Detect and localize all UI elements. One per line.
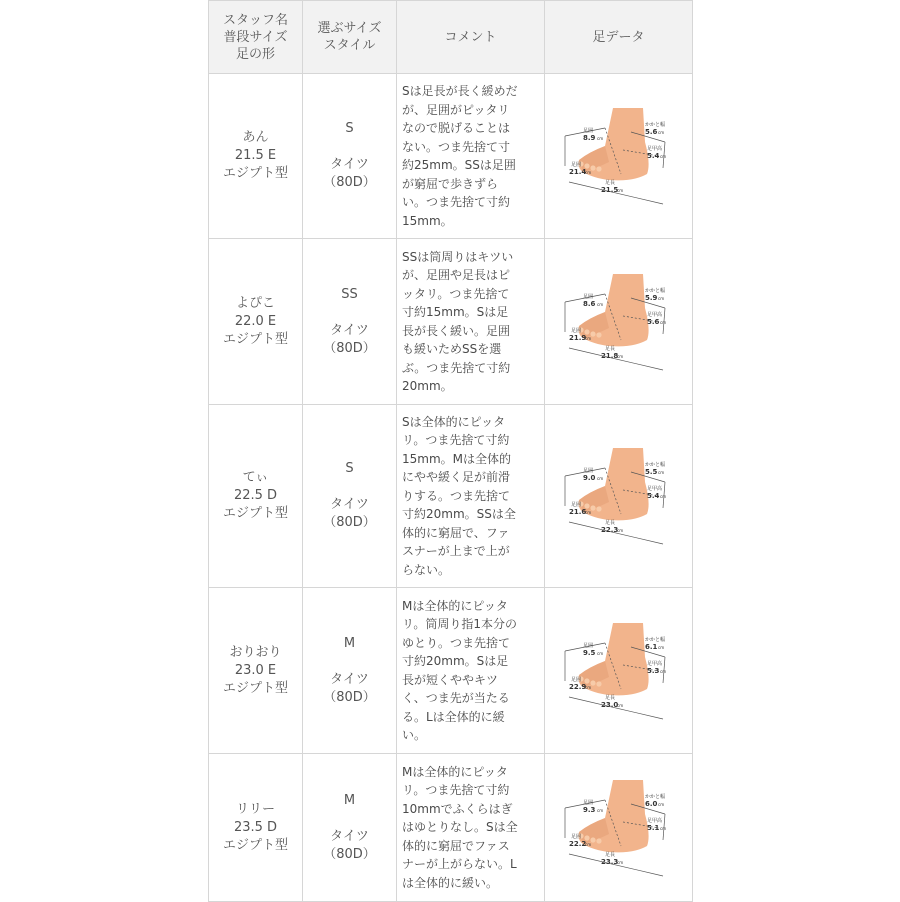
table-row — [209, 588, 693, 754]
instep-value: 8.9 — [582, 134, 595, 142]
staff-name: あん — [242, 130, 269, 145]
unit-label: cm — [659, 825, 666, 831]
foot-shape: エジプト型 — [222, 166, 288, 181]
arch-label: 足甲高 — [646, 817, 662, 824]
arch-label: 足甲高 — [646, 660, 662, 667]
unit-label: cm — [596, 650, 603, 656]
size-cell — [303, 405, 397, 588]
comment-line: リ。筒周り指1本分の — [402, 617, 518, 631]
unit-label: cm — [657, 130, 664, 135]
foot-diagram — [563, 617, 675, 725]
chosen-size: M — [343, 635, 356, 651]
style-name: タイツ — [330, 497, 369, 512]
comment-cell — [397, 754, 545, 902]
comment-line: Sは足長が長く緩めだ — [402, 84, 518, 98]
comment-line: 長が長く緩い。足囲 — [402, 323, 511, 338]
comment-line: リ。つま先捨て寸約 — [402, 783, 510, 798]
staff-name: てぃ — [242, 470, 269, 485]
girth-label: 足囲 — [570, 502, 581, 508]
chosen-size: SS — [341, 286, 358, 302]
table-row — [209, 754, 693, 902]
comment-line: ゆとり。つま先捨て — [402, 635, 511, 650]
comment-line: はゆとりなし。Sは全 — [402, 820, 518, 835]
arch-value: 5.6 — [646, 317, 659, 326]
header-staff-line: 足の形 — [235, 46, 275, 62]
comment-line: 10mmでふくらはぎ — [402, 801, 513, 816]
comment-line: が、足囲がピッタリ — [402, 102, 510, 117]
instep-value: 9.5 — [582, 648, 595, 657]
length-value: 21.8 — [600, 351, 618, 360]
style-denier: （80D） — [323, 515, 376, 530]
foot-shape: エジプト型 — [222, 506, 288, 521]
arch-label: 足甲高 — [646, 146, 662, 152]
girth-value: 22.2 — [568, 839, 586, 848]
toe-icon — [596, 838, 601, 843]
comment-line: 体的に窮屈で、ファ — [402, 525, 510, 540]
heel-label: かかと幅 — [644, 122, 665, 128]
header-staff-line: 普段サイズ — [223, 29, 288, 45]
foot-data-cell — [545, 239, 693, 405]
comment-line: が窮屈で歩きずら — [402, 176, 499, 191]
instep-label: 足囲 — [582, 468, 593, 474]
header-size-line: 選ぶサイズ — [317, 21, 382, 36]
arch-label: 足甲高 — [646, 311, 662, 318]
style-name: タイツ — [330, 322, 369, 338]
arch-value: 5.4 — [646, 152, 659, 160]
chosen-size: S — [345, 121, 354, 136]
comment-line: SSは筒周りはキツい — [402, 249, 514, 264]
length-value: 23.3 — [600, 857, 618, 866]
girth-value: 22.9 — [568, 682, 586, 691]
instep-label: 足囲 — [582, 128, 593, 134]
style-name: タイツ — [330, 157, 369, 172]
unit-label: cm — [584, 335, 591, 341]
staff-cell — [209, 239, 303, 405]
length-label: 足長 — [604, 180, 615, 186]
toe-icon — [596, 332, 601, 337]
unit-label: cm — [584, 841, 591, 847]
header-size — [303, 1, 397, 74]
length-label: 足長 — [604, 345, 615, 352]
heel-value: 5.6 — [644, 128, 657, 136]
comment-line: も緩いためSSを選 — [402, 342, 502, 356]
spacer — [303, 810, 396, 828]
spacer — [303, 138, 396, 156]
instep-label: 足囲 — [582, 799, 593, 806]
chosen-size: S — [345, 461, 354, 476]
comment-line: が、足囲や足長はピ — [402, 268, 511, 282]
unit-label: cm — [657, 470, 664, 475]
style-denier: （80D） — [323, 846, 376, 862]
header-size-line: スタイル — [323, 38, 376, 53]
foot-shape: エジプト型 — [222, 680, 288, 696]
spacer — [303, 478, 396, 496]
comment-cell — [397, 588, 545, 754]
toe-icon — [596, 166, 601, 171]
length-label: 足長 — [604, 851, 615, 858]
staff-cell — [209, 588, 303, 754]
instep-label: 足囲 — [582, 293, 593, 300]
comment-line: る。Lは全体的に緩 — [402, 709, 505, 724]
arch-label: 足甲高 — [646, 486, 662, 492]
heel-label: かかと幅 — [644, 793, 665, 800]
comment-line: い。 — [402, 728, 427, 742]
arch-value: 5.4 — [646, 492, 659, 500]
comment-cell — [397, 405, 545, 588]
toe-icon — [590, 165, 595, 170]
style-name: タイツ — [330, 671, 369, 687]
toe-icon — [590, 505, 595, 510]
unit-label: cm — [657, 295, 664, 301]
heel-value: 6.0 — [644, 799, 657, 808]
heel-label: かかと幅 — [644, 462, 665, 468]
spacer — [303, 304, 396, 322]
unit-label: cm — [616, 188, 623, 193]
arch-value: 5.1 — [646, 823, 659, 832]
toe-icon — [590, 680, 595, 685]
unit-label: cm — [596, 476, 603, 481]
comment-line: ない。つま先捨て寸 — [402, 139, 511, 154]
heel-value: 5.5 — [644, 468, 657, 476]
length-label: 足長 — [604, 520, 615, 526]
staff-name: おりおり — [229, 644, 282, 660]
staff-name: リリー — [235, 801, 275, 817]
staff-cell — [209, 74, 303, 239]
comment-line: りする。つま先捨て — [402, 488, 511, 503]
heel-label: かかと幅 — [644, 287, 665, 294]
comment-line: ッタリ。つま先捨て — [402, 286, 510, 301]
comment-line: なので脱げることは — [402, 121, 511, 135]
toe-icon — [596, 506, 601, 511]
foot-data-cell — [545, 405, 693, 588]
length-value: 21.5 — [600, 186, 618, 194]
header-staff — [209, 1, 303, 74]
usual-size: 23.0 E — [234, 662, 277, 678]
unit-label: cm — [596, 136, 603, 141]
instep-value: 9.3 — [582, 805, 595, 814]
comment-line: らない。 — [402, 562, 451, 577]
toe-icon — [590, 837, 595, 842]
header-comment: コメント — [397, 1, 545, 74]
unit-label: cm — [584, 170, 591, 175]
usual-size: 22.5 D — [233, 488, 278, 503]
comment-line: 20mm。 — [402, 379, 453, 393]
size-cell — [303, 239, 397, 405]
comment-line: ナーが上がらない。L — [402, 857, 517, 872]
unit-label: cm — [659, 154, 666, 159]
spacer — [303, 653, 396, 671]
comment-line: Mは全体的にピッタ — [402, 764, 508, 779]
girth-label: 足囲 — [570, 676, 581, 683]
unit-label: cm — [616, 859, 623, 865]
unit-label: cm — [659, 319, 666, 325]
unit-label: cm — [584, 684, 591, 690]
comment-line: は全体的に緩い。 — [402, 875, 499, 890]
comment-line: 15mm。 — [402, 213, 453, 228]
size-cell — [303, 588, 397, 754]
girth-value: 21.6 — [568, 508, 586, 516]
comment-cell — [397, 74, 545, 239]
heel-value: 5.9 — [644, 293, 657, 302]
style-denier: （80D） — [323, 689, 376, 705]
girth-value: 21.9 — [568, 333, 586, 342]
comment-line: Sは全体的にピッタ — [402, 414, 506, 429]
unit-label: cm — [659, 668, 666, 674]
instep-value: 9.0 — [582, 474, 595, 482]
comment-line: リ。つま先捨て寸約 — [402, 433, 510, 448]
toe-icon — [590, 331, 595, 336]
foot-diagram — [563, 102, 675, 210]
comment-line: 15mm。Mは全体的 — [402, 451, 512, 466]
unit-label: cm — [616, 528, 623, 533]
staff-cell — [209, 405, 303, 588]
usual-size: 21.5 E — [234, 148, 277, 163]
girth-value: 21.4 — [568, 168, 586, 176]
length-value: 23.0 — [600, 700, 618, 709]
foot-diagram — [563, 774, 675, 882]
length-value: 22.3 — [600, 526, 618, 534]
girth-label: 足囲 — [570, 833, 581, 840]
foot-diagram — [563, 442, 675, 550]
unit-label: cm — [584, 510, 591, 515]
table-row — [209, 74, 693, 239]
size-cell — [303, 74, 397, 239]
usual-size: 23.5 D — [233, 819, 278, 835]
comment-line: Mは全体的にピッタ — [402, 598, 508, 613]
unit-label: cm — [616, 353, 623, 359]
usual-size: 22.0 E — [234, 313, 277, 329]
comment-line: 寸約20mm。SSは全 — [402, 507, 516, 522]
heel-label: かかと幅 — [644, 636, 665, 643]
table-row — [209, 239, 693, 405]
unit-label: cm — [657, 644, 664, 650]
comment-cell — [397, 239, 545, 405]
comment-line: い。つま先捨て寸約 — [402, 195, 511, 209]
foot-shape: エジプト型 — [222, 331, 288, 347]
comment-line: 長が短くややキツ — [402, 672, 499, 687]
comment-line: 約25mm。SSは足囲 — [402, 158, 516, 172]
unit-label: cm — [616, 702, 623, 708]
length-label: 足長 — [604, 694, 615, 701]
instep-label: 足囲 — [582, 642, 593, 649]
style-denier: （80D） — [323, 340, 376, 356]
girth-label: 足囲 — [570, 327, 581, 334]
girth-label: 足囲 — [570, 162, 581, 168]
comment-line: スナーが上まで上が — [402, 544, 510, 559]
comment-line: にやや緩く足が前滑 — [402, 470, 511, 485]
unit-label: cm — [657, 801, 664, 807]
foot-data-cell — [545, 588, 693, 754]
chosen-size: M — [343, 792, 356, 808]
arch-value: 5.3 — [646, 666, 659, 675]
heel-value: 6.1 — [644, 642, 657, 651]
staff-cell — [209, 754, 303, 902]
size-cell — [303, 754, 397, 902]
unit-label: cm — [596, 807, 603, 813]
staff-name: よぴこ — [235, 295, 275, 311]
comment-line: ぶ。つま先捨て寸約 — [402, 360, 511, 375]
foot-data-cell — [545, 754, 693, 902]
header-row — [209, 1, 693, 74]
toe-icon — [596, 681, 601, 686]
style-name: タイツ — [330, 828, 369, 844]
foot-shape: エジプト型 — [222, 837, 288, 853]
unit-label: cm — [596, 301, 603, 307]
comment-line: 寸約20mm。Sは足 — [402, 654, 509, 668]
style-denier: （80D） — [323, 175, 376, 190]
unit-label: cm — [659, 494, 666, 499]
instep-value: 8.6 — [582, 299, 595, 308]
foot-data-cell — [545, 74, 693, 239]
foot-diagram — [563, 268, 675, 376]
header-staff-line: スタッフ名 — [222, 12, 288, 28]
size-table — [208, 0, 693, 902]
comment-line: 体的に窮屈でファス — [402, 838, 510, 853]
header-foot-data: 足データ — [545, 1, 693, 74]
comment-line: く、つま先が当たる — [402, 691, 510, 705]
table-row — [209, 405, 693, 588]
comment-line: 寸約15mm。Sは足 — [402, 305, 509, 319]
